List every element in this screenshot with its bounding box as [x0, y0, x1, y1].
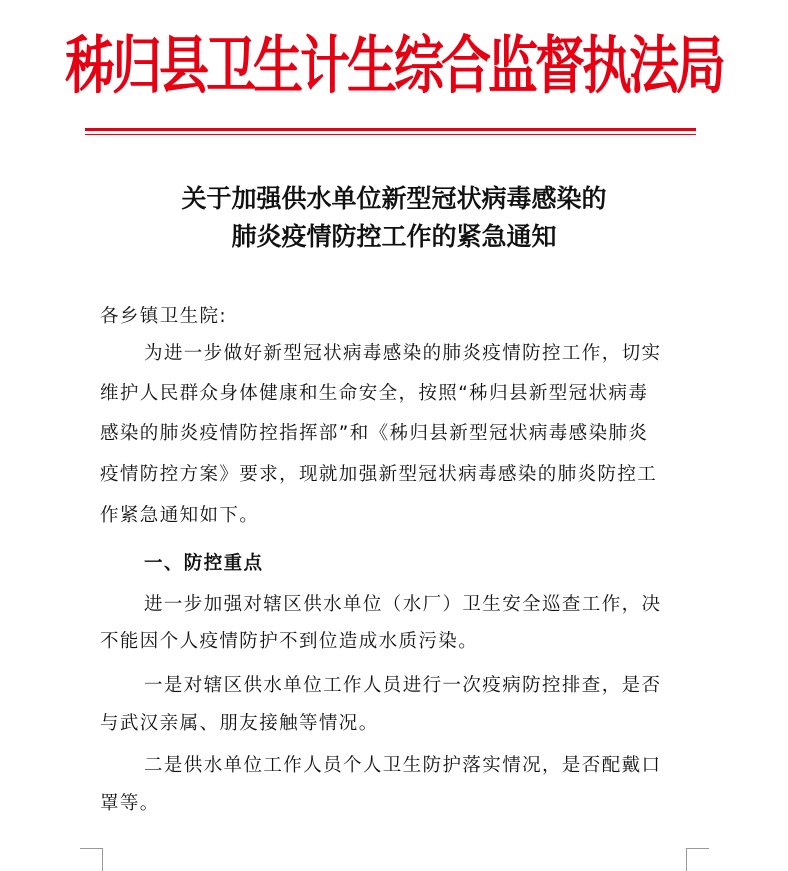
section-1-line-4: 与武汉亲属、朋友接触等情况。 [100, 713, 379, 734]
paragraph-1-line-4: 疫情防控方案》要求，现就加强新型冠状病毒感染的肺炎防控工 [100, 464, 658, 485]
paragraph-1-line-5: 作紧急通知如下。 [100, 505, 260, 526]
margin-corner-mark-right [686, 848, 709, 871]
document-title-line-2: 肺炎疫情防控工作的紧急通知 [231, 222, 557, 251]
letterhead-rule-thin [85, 134, 696, 135]
paragraph-1-line-1: 为进一步做好新型冠状病毒感染的肺炎疫情防控工作，切实 [144, 343, 662, 364]
paragraph-1-line-2: 维护人民群众身体健康和生命安全，按照“秭归县新型冠状病毒 [100, 383, 649, 404]
section-1-line-5: 二是供水单位工作人员个人卫生防护落实情况，是否配戴口 [144, 755, 662, 776]
document-title [0, 180, 788, 256]
salutation: 各乡镇卫生院: [100, 306, 228, 327]
document-title-line-1: 关于加强供水单位新型冠状病毒感染的 [181, 184, 607, 213]
section-1-line-6: 罩等。 [100, 793, 160, 814]
section-1-line-2: 不能因个人疫情防护不到位造成水质污染。 [100, 631, 479, 652]
section-1-line-3: 一是对辖区供水单位工作人员进行一次疫病防控排查，是否 [144, 675, 662, 696]
paragraph-1-line-3: 感染的肺炎疫情防控指挥部”和《秭归县新型冠状病毒感染肺炎 [100, 423, 649, 444]
org-letterhead-title: 秭归县卫生计生综合监督执法局 [65, 28, 723, 102]
margin-corner-mark-left [80, 848, 103, 871]
section-1-heading: 一、防控重点 [144, 553, 264, 574]
section-1-line-1: 进一步加强对辖区供水单位（水厂）卫生安全巡查工作，决 [144, 594, 662, 615]
letterhead-rule-thick [85, 128, 696, 131]
